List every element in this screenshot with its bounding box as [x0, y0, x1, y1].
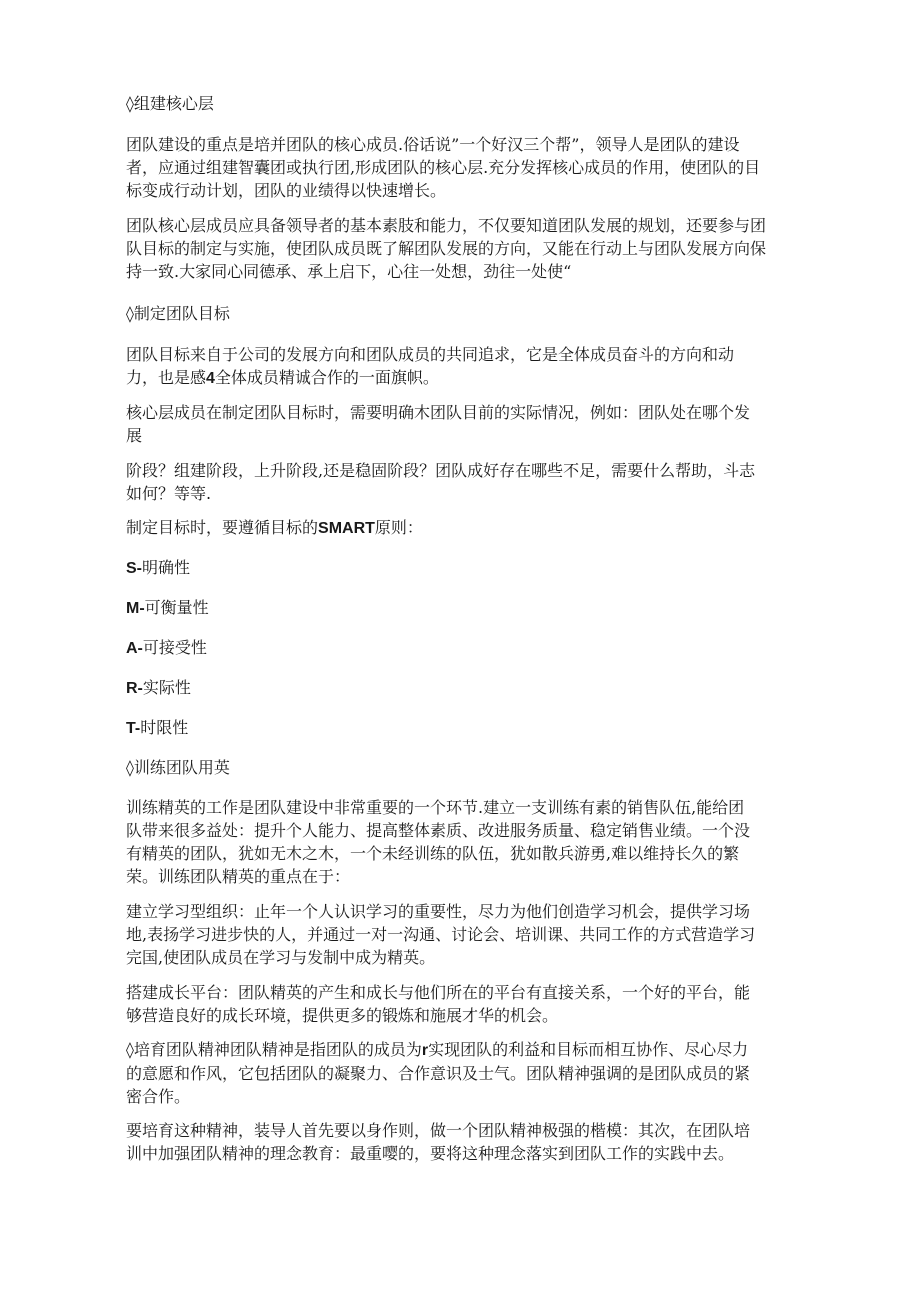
smart-item-key: M- [126, 600, 145, 617]
text-line: 训练精英的工作是团队建设中非常重要的一个环节.建立一支训练有素的销售队伍,能给团 [126, 798, 745, 817]
text-fragment: ◊培育团队精神团队精神是指团队的成员为 [126, 1040, 422, 1059]
smart-item-text: 可衡量性 [144, 598, 209, 617]
text-fragment: 制定目标时，要遵循目标的 [126, 518, 319, 537]
smart-item-t [126, 716, 188, 740]
paragraph-goal-2 [126, 401, 816, 447]
smart-item-key: T- [126, 720, 141, 737]
text-line: 要培育这种精神，装导人首先要以身作则，做一个团队精神极强的楷模：其次，在团队培 [126, 1121, 751, 1140]
text-fragment: 全体成员精诚合作的一面旗帜。 [214, 368, 439, 387]
section-heading-core: ◊组建核心层 [126, 94, 214, 113]
smart-item-key: S- [126, 560, 142, 577]
text-line [126, 1038, 816, 1062]
paragraph-goal-3 [126, 459, 816, 505]
paragraph-train-2 [126, 900, 816, 969]
text-line: 密合作。 [126, 1087, 191, 1106]
smart-acronym: SMART [318, 520, 375, 537]
section-heading-goal: ◊制定团队目标 [126, 304, 230, 323]
text-line: 队目标的制定与实施，使团队成员既了解团队发展的方向，又能在行动上与团队发展方向保 [126, 239, 767, 258]
text-line: 持一致.大家同心同德承、承上启下，心往一处想，劲往一处使“ [126, 262, 572, 281]
paragraph-train-1 [126, 796, 816, 888]
text-fragment: 原则： [374, 518, 423, 537]
text-line: 阶段？组建阶段，上升阶段,还是稳固阶段？团队成好存在哪些不足，需要什么帮助，斗志 [126, 461, 756, 480]
smart-item-text: 明确性 [142, 558, 191, 577]
text-line: 如何？等等. [126, 484, 212, 503]
text-fragment: 实现团队的利益和目标而相互协作、尽心尽力 [428, 1040, 749, 1059]
paragraph-spirit-1 [126, 1038, 816, 1108]
text-line: 的意愿和作风，它包括团队的凝聚力、合作意识及士气。团队精神强调的是团队成员的紧 [126, 1064, 751, 1083]
text-line: 团队建设的重点是培并团队的核心成员.俗话说”一个好汉三个帮”，领导人是团队的建设 [126, 135, 740, 154]
text-fragment: 力，也是感 [126, 368, 207, 387]
text-line: 标变成行动计划，团队的业绩得以快速增长。 [126, 181, 447, 200]
text-line: 队带来很多益处：提升个人能力、提高整体素质、改进服务质量、稳定销售业绩。一个没 [126, 821, 751, 840]
text-line: 展 [126, 426, 143, 445]
section-heading-train: ◊训练团队用英 [126, 758, 230, 777]
text-line: 有精英的团队，犹如无木之木，一个未经训练的队伍，犹如散兵游勇,难以维持长久的繁 [126, 844, 740, 863]
text-line: 地,表扬学习进步快的人，并通过一对一沟通、讨论会、培训课、共同工作的方式营造学习 [126, 925, 756, 944]
smart-item-key: A- [126, 640, 143, 657]
paragraph-smart-intro [126, 516, 423, 540]
text-line: 团队目标来自于公司的发展方向和团队成员的共同追求，它是全体成员奋斗的方向和动 [126, 345, 735, 364]
text-line [126, 366, 816, 390]
smart-item-text: 时限性 [140, 718, 189, 737]
text-line: 训中加强团队精神的理念教育：最重嘤的，要将这种理念落实到团队工作的实践中去。 [126, 1144, 735, 1163]
smart-item-r [126, 676, 191, 700]
paragraph-goal-1 [126, 343, 816, 390]
smart-item-text: 可接受性 [142, 638, 207, 657]
text-fragment-bold: r [421, 1042, 429, 1059]
smart-item-key: R- [126, 680, 143, 697]
paragraph-train-3 [126, 981, 816, 1027]
smart-item-m [126, 596, 209, 620]
text-line: 够营造良好的成长环境，提供更多的锻炼和施展才华的机会。 [126, 1006, 559, 1025]
paragraph-core-1 [126, 133, 816, 202]
smart-item-text: 实际性 [142, 678, 191, 697]
smart-item-s [126, 556, 190, 580]
paragraph-core-2 [126, 214, 816, 283]
text-line: 建立学习型组织：止年一个人认识学习的重要性，尽力为他们创造学习机会，提供学习场 [126, 902, 751, 921]
text-line: 完国,使团队成员在学习与发制中成为精英。 [126, 948, 436, 967]
paragraph-spirit-2 [126, 1119, 816, 1165]
text-line: 者，应通过组建智囊团或执行团,形成团队的核心层.充分发挥核心成员的作用，使团队的目 [126, 158, 761, 177]
text-line: 搭建成长平台：团队精英的产生和成长与他们所在的平台有直接关系，一个好的平台，能 [126, 983, 751, 1002]
smart-item-a [126, 636, 207, 660]
text-fragment-bold: 4 [206, 370, 215, 387]
text-line: 核心层成员在制定团队目标时，需要明确木团队目前的实际情况，例如：团队处在哪个发 [126, 403, 751, 422]
text-line: 团队核心层成员应具备领导者的基本素肢和能力，不仅要知道团队发展的规划，还要参与团 [126, 216, 767, 235]
text-line: 荣。训练团队精英的重点在于： [126, 867, 351, 886]
